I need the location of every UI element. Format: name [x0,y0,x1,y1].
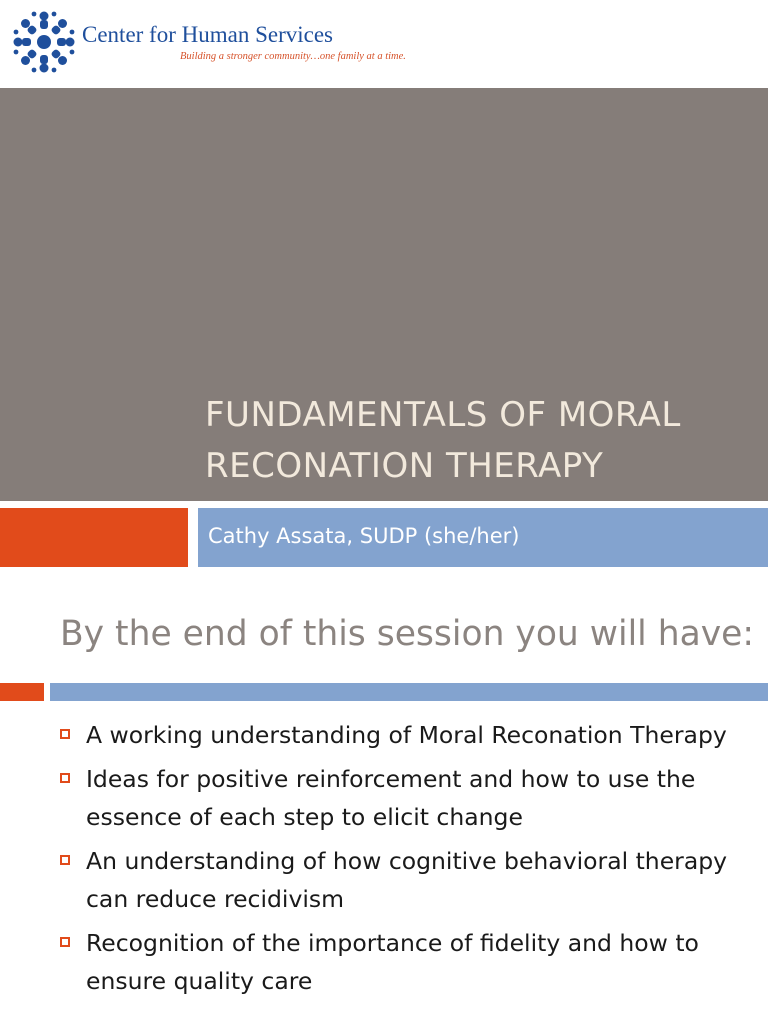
logo-header [0,0,768,88]
slide-heading: By the end of this session you will have: [60,614,754,654]
list-item-text: Ideas for positive reinforcement and how to use the essence of each step to elicit change [86,765,696,831]
org-tagline: Building a stronger community…one family at a time. [180,51,406,62]
objectives-list [60,716,740,1006]
subtitle-band [198,508,768,567]
list-item-text: Recognition of the importance of fidelity and how to ensure quality care [86,929,699,995]
list-item [60,760,740,836]
list-item-text: An understanding of how cognitive behavioral therapy can reduce recidivism [86,847,728,913]
people-circle-logo-icon [12,10,76,74]
list-item [60,842,740,918]
heading-rule [50,683,768,701]
org-name: Center for Human Services [82,22,334,47]
presentation-title: FUNDAMENTALS OF MORAL RECONATION THERAPY [205,395,681,486]
list-item [60,924,740,1000]
hollow-square-bullet-icon [60,937,70,947]
hollow-square-bullet-icon [60,773,70,783]
hollow-square-bullet-icon [60,855,70,865]
presenter-name: Cathy Assata, SUDP (she/her) [208,524,520,548]
hollow-square-bullet-icon [60,729,70,739]
list-item [60,716,740,754]
accent-rule [0,683,44,701]
accent-block [0,508,188,567]
list-item-text: A working understanding of Moral Reconation Therapy [86,721,727,749]
